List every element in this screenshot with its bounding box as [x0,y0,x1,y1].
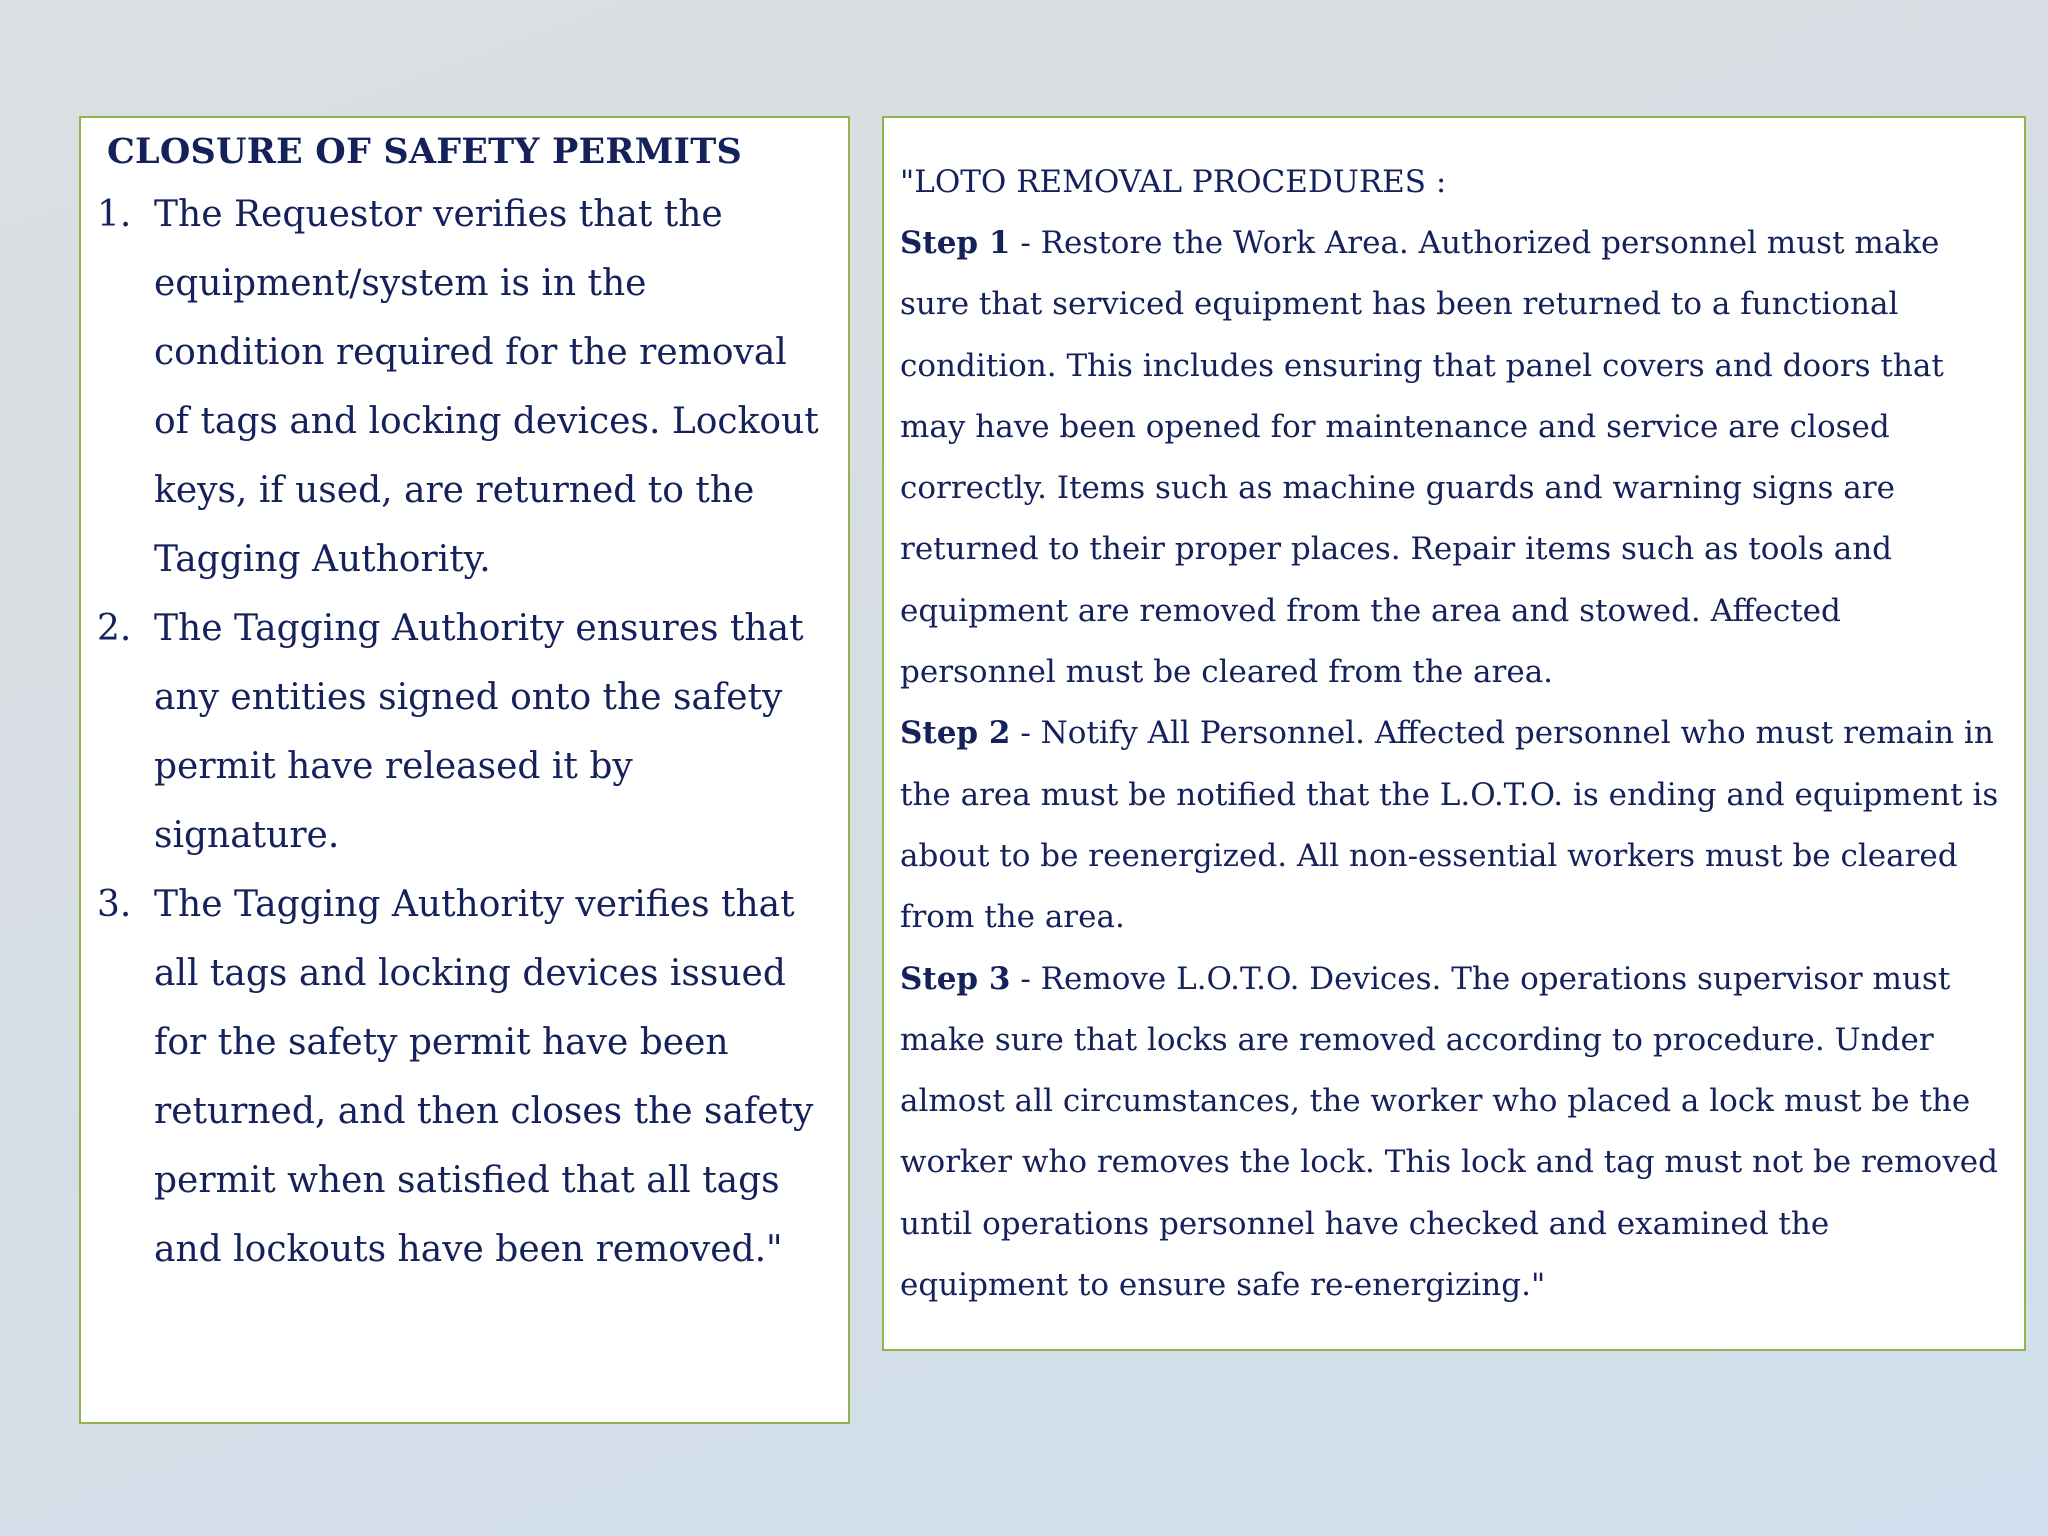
step-label: Step 3 [900,960,1011,997]
step-text: - Restore the Work Area. Authorized personnel must make sure that serviced equipment has been returned to a functional condition. This includes ensuring that panel covers and doors that may have been opened for maintenance and service are closed correctly. Items such as machine guards and warning signs are returned to their proper places. Repair items such as tools and equipment are removed from the area and stowed. Affected personnel must be cleared from the area. [900,225,1944,691]
list-item-text: The Tagging Authority ensures that any entities signed onto the safety permit have released it by signature. [154,608,804,856]
closure-permits-title: CLOSURE OF SAFETY PERMITS [107,131,742,172]
step-label: Step 1 [900,225,1011,261]
closure-permits-panel [79,116,850,1424]
list-item-text: The Tagging Authority verifies that all tags and locking devices issued for the safety permit have been returned, and then closes the safety permit when satisfied that all tags and lockouts have been removed." [154,884,814,1270]
procedure-step [900,213,2006,703]
step-text: - Remove L.O.T.O. Devices. The operations supervisor must make sure that locks are removed according to procedure. Under almost all circumstances, the worker who placed a lock must be the worker who removes the lock. This lock and tag must not be removed until operations personnel have checked and examined the equipment to ensure safe re-energizing." [900,960,1998,1304]
procedure-step [900,949,2006,1317]
procedure-step [900,703,2006,948]
list-item-text: The Requestor verifies that the equipment/system is in the condition required for the removal of tags and locking devices. Lockout keys, if used, are returned to the Tagging Authority. [154,194,819,580]
list-item-number: 1. [97,194,132,235]
step-text: - Notify All Personnel. Affected personnel who must remain in the area must be notified that the L.O.T.O. is ending and equipment is about to be reenergized. All non-essential workers must be cleared from the area. [900,715,1999,936]
list-item [97,180,828,594]
closure-permits-list [97,180,828,1284]
list-item-number: 3. [97,884,132,925]
loto-removal-panel [882,116,2026,1351]
step-label: Step 2 [900,715,1011,752]
list-item [97,594,828,870]
list-item [97,870,828,1284]
list-item-number: 2. [97,608,132,649]
loto-removal-title: "LOTO REMOVAL PROCEDURES : [900,164,1447,200]
